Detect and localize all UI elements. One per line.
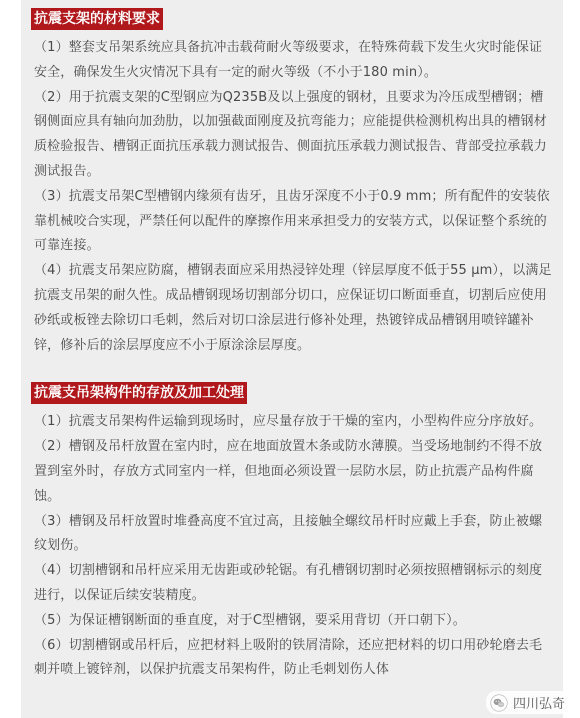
paragraph: （2）槽钢及吊杆放置在室内时，应在地面放置木条或防水薄膜。当受场地制约不得不放置到室外时，存放方式同室内一样，但地面必须设置一层防水层，防止抗震产品构件腐蚀。 bbox=[34, 439, 543, 504]
paragraph: （2）用于抗震支架的C型钢应为Q235B及以上强度的钢材，且要求为冷压成型槽钢；槽钢侧面应具有轴向加劲肋，以加强截面刚度及抗弯能力；应能提供检测机构出具的槽钢材质检验报告、槽钢正面抗压承载力测试报告、侧面抗压承载力测试报告、背部受拉承载力测试报告。 bbox=[34, 89, 547, 179]
section-heading: 抗震支架的材料要求 bbox=[31, 8, 163, 30]
wechat-logo-icon bbox=[490, 694, 508, 712]
section-heading: 抗震支吊架构件的存放及加工处理 bbox=[31, 382, 247, 404]
paragraph: （3）抗震支吊架C型槽钢内缘须有齿牙，且齿牙深度不小于0.9 mm；所有配件的安装依靠机械咬合实现，严禁任何以配件的摩擦作用来承担受力的安装方式，以保证整个系统的可靠连接。 bbox=[34, 188, 550, 254]
paragraph: （3）槽钢及吊杆放置时堆叠高度不宜过高，且接触全螺纹吊杆时应戴上手套，防止被螺纹划伤。 bbox=[34, 513, 543, 554]
watermark-text: 四川弘奇 bbox=[512, 697, 565, 712]
section-material-requirements bbox=[31, 8, 553, 358]
paragraph: （6）切割槽钢或吊杆后，应把材料上吸附的铁屑清除，还应把材料的切口用砂轮磨去毛刺并喷上镀锌剂，以保护抗震支吊架构件，防止毛刺划伤人体 bbox=[34, 637, 543, 678]
paragraph: （4）切割槽钢和吊杆应采用无齿距或砂轮锯。有孔槽钢切割时必须按照槽钢标示的刻度进行，以保证后续安装精度。 bbox=[34, 563, 543, 603]
watermark bbox=[486, 691, 572, 714]
paragraph: （1）整套支吊架系统应具备抗冲击载荷耐火等级要求，在特殊荷载下发生火灾时能保证安全，确保发生火灾情况下具有一定的耐火等级（不小于180 min）。 bbox=[34, 40, 543, 80]
paragraph: （4）抗震支吊架应防腐，槽钢表面应采用热浸锌处理（锌层厚度不低于55 μm），以满足抗震支吊架的耐久性。成品槽钢现场切割部分切口，应保证切口断面垂直，切割后应使用砂纸或板锉去除切口毛刺，然后对切口涂层进行修补处理，热镀锌成品槽钢用喷锌罐补锌，修补后的涂层厚度应不小于原涂涂层厚度。 bbox=[34, 263, 552, 353]
paragraph: （1）抗震支吊架构件运输到现场时，应尽量存放于干燥的室内，小型构件应分序放好。 bbox=[34, 414, 543, 430]
paragraph: （5）为保证槽钢断面的垂直度，对于C型槽钢，要采用背切（开口朝下）。 bbox=[34, 612, 466, 628]
section-storage-processing bbox=[31, 382, 553, 683]
article-panel bbox=[21, 0, 563, 718]
